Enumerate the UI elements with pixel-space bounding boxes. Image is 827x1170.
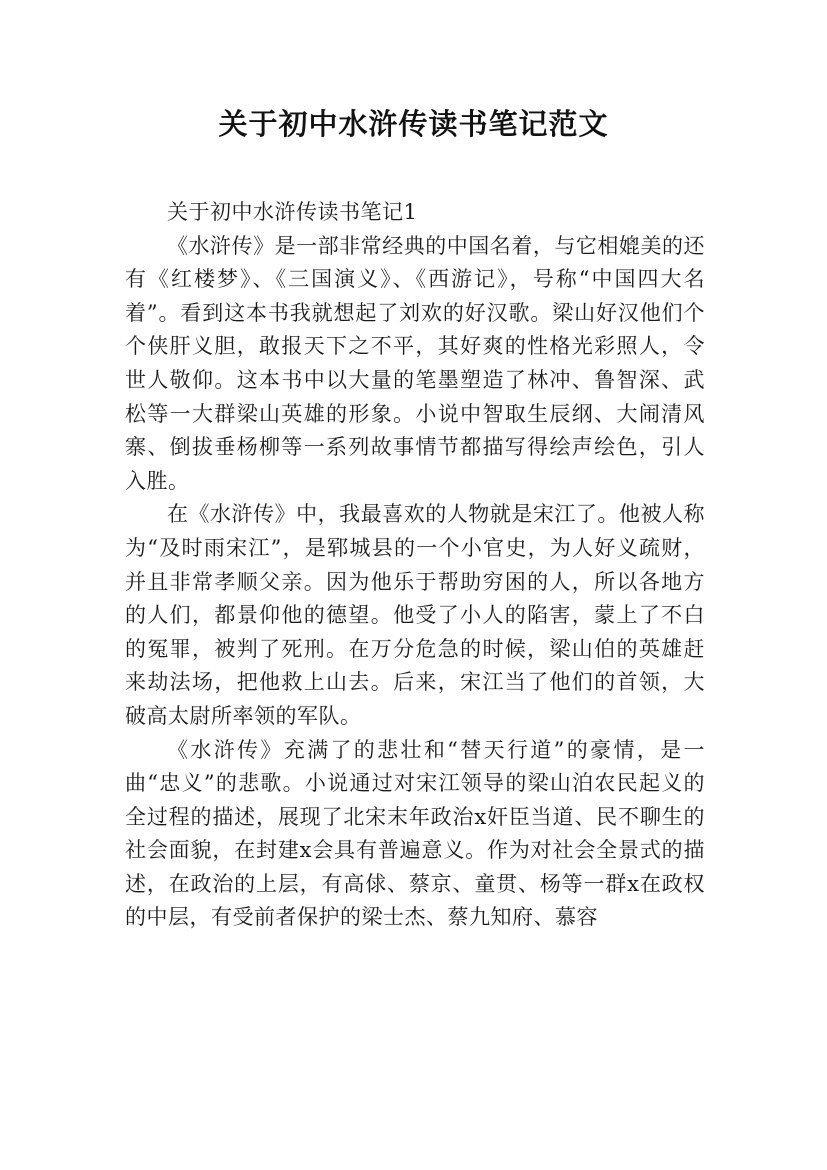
paragraph-1: 《水浒传》是一部非常经典的中国名着，与它相媲美的还有《红楼梦》、《三国演义》、《西游记》，号称“中国四大名着”。看到这本书我就想起了刘欢的好汉歌。梁山好汉他们个个侠肝义胆，敢报天下之不平，其好爽的性格光彩照人，令世人敬仰。这本书中以大量的笔墨塑造了林冲、鲁智深、武松等一大群梁山英雄的形象。小说中智取生辰纲、大闹清风寨、倒拔垂杨柳等一系列故事情节都描写得绘声绘色，引人入胜。 bbox=[125, 233, 705, 493]
document-title: 关于初中水浒传读书笔记范文 bbox=[218, 107, 609, 141]
document-body bbox=[125, 196, 705, 935]
paragraph-3: 《水浒传》充满了的悲壮和“替天行道”的豪情，是一曲“忠义”的悲歌。小说通过对宋江领导的梁山泊农民起义的全过程的描述，展现了北宋末年政治x奸臣当道、民不聊生的社会面貌，在封建x会具有普遍意义。作为对社会全景式的描述，在政治的上层，有高俅、蔡京、童贯、杨等一群x在政权的中层，有受前者保护的梁士杰、蔡九知府、慕容 bbox=[125, 737, 705, 930]
section-heading: 关于初中水浒传读书笔记1 bbox=[167, 200, 418, 224]
paragraph-2: 在《水浒传》中，我最喜欢的人物就是宋江了。他被人称为“及时雨宋江”，是郓城县的一个小官史，为人好义疏财，并且非常孝顺父亲。因为他乐于帮助穷困的人，所以各地方的人们，都景仰他的德望。他受了小人的陷害，蒙上了不白的冤罪，被判了死刑。在万分危急的时候，梁山伯的英雄赶来劫法场，把他救上山去。后来，宋江当了他们的首领，大破高太尉所率领的军队。 bbox=[125, 502, 705, 728]
